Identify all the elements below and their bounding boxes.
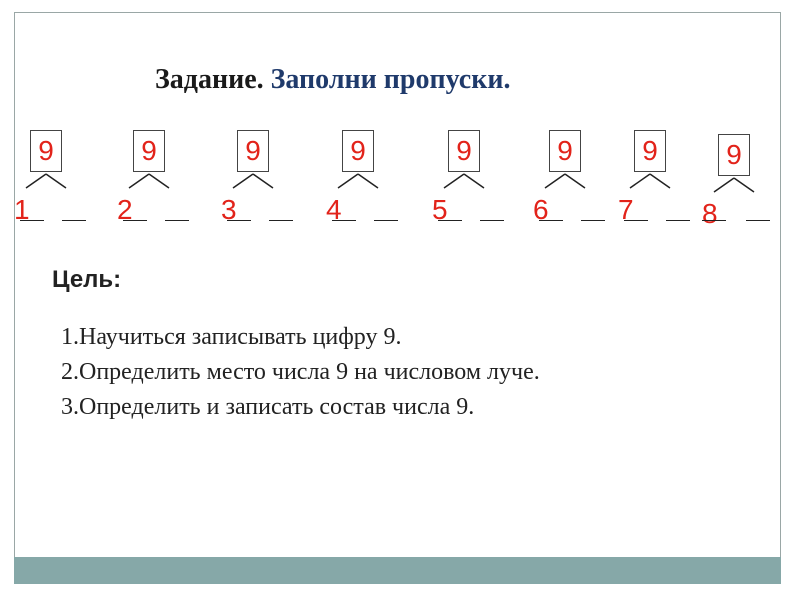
blank-left[interactable] — [20, 220, 44, 221]
total-box: 9 — [718, 134, 750, 176]
blank-left[interactable] — [702, 220, 726, 221]
blank-right[interactable] — [165, 220, 189, 221]
goal-item: 2.Определить место числа 9 на числовом луче. — [61, 359, 540, 385]
branch-icon — [537, 174, 607, 192]
part-digit: 1 — [14, 194, 30, 225]
blank-left[interactable] — [438, 220, 462, 221]
blank-right[interactable] — [269, 220, 293, 221]
bottom-bar — [14, 557, 781, 584]
blank-left[interactable] — [332, 220, 356, 221]
goal-item: 1.Научиться записывать цифру 9. — [61, 324, 402, 350]
part-digit: 4 — [326, 194, 342, 225]
blank-right[interactable] — [62, 220, 86, 221]
task-title-lead: Задание. — [155, 64, 264, 95]
part-digit: 3 — [221, 194, 237, 225]
composition-3 — [221, 130, 295, 230]
task-title — [155, 66, 510, 94]
total-box: 9 — [30, 130, 62, 172]
branch-icon — [330, 174, 400, 192]
goal-heading: Цель: — [52, 266, 122, 293]
branch-icon — [436, 174, 506, 192]
part-digit: 2 — [117, 194, 133, 225]
composition-8 — [704, 134, 774, 234]
blank-right[interactable] — [581, 220, 605, 221]
composition-1 — [14, 130, 88, 230]
branch-icon — [18, 174, 88, 192]
composition-2 — [117, 130, 191, 230]
blank-left[interactable] — [227, 220, 251, 221]
blank-right[interactable] — [374, 220, 398, 221]
goal-item: 3.Определить и записать состав числа 9. — [61, 394, 475, 420]
total-box: 9 — [133, 130, 165, 172]
total-box: 9 — [237, 130, 269, 172]
composition-7 — [618, 130, 692, 230]
part-digit: 7 — [618, 194, 634, 225]
task-title-accent: Заполни пропуски. — [270, 64, 511, 95]
composition-4 — [326, 130, 400, 230]
slide-frame — [14, 12, 781, 584]
part-digit: 6 — [533, 194, 549, 225]
total-box: 9 — [634, 130, 666, 172]
blank-right[interactable] — [746, 220, 770, 221]
total-box: 9 — [342, 130, 374, 172]
goal-list — [61, 320, 540, 425]
blank-left[interactable] — [123, 220, 147, 221]
blank-left[interactable] — [539, 220, 563, 221]
blank-right[interactable] — [666, 220, 690, 221]
total-box: 9 — [549, 130, 581, 172]
blank-left[interactable] — [624, 220, 648, 221]
composition-6 — [533, 130, 607, 230]
branch-icon — [706, 178, 776, 196]
part-digit: 5 — [432, 194, 448, 225]
composition-5 — [432, 130, 506, 230]
part-digit: 8 — [702, 198, 718, 229]
total-box: 9 — [448, 130, 480, 172]
branch-icon — [121, 174, 191, 192]
branch-icon — [622, 174, 692, 192]
blank-right[interactable] — [480, 220, 504, 221]
branch-icon — [225, 174, 295, 192]
